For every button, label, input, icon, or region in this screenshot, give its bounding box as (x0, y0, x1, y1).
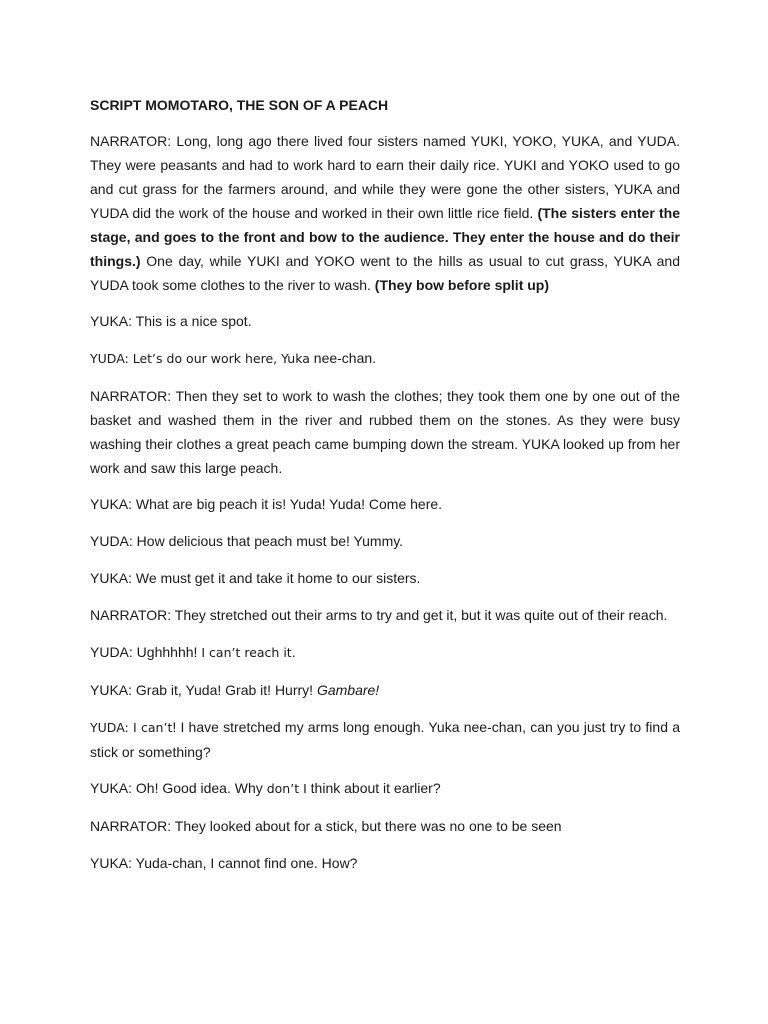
line-text: They stretched out their arms to try and get it, but it was quite out of their reach. (171, 607, 668, 623)
speaker-label: YUKA: (90, 570, 133, 586)
line-text: They looked about for a stick, but there was no one to be seen (171, 818, 562, 834)
script-title: SCRIPT MOMOTARO, THE SON OF A PEACH (90, 97, 389, 113)
dialogue-line (90, 640, 680, 665)
dialogue-line (90, 776, 680, 801)
speaker-label: YUDA: (90, 644, 133, 660)
speaker-label: YUKA: (90, 496, 133, 512)
dialogue-line (90, 566, 680, 590)
line-text: think about it earlier? (306, 780, 441, 796)
narrator-paragraph-1 (90, 129, 680, 297)
narration-text: Long, long ago there lived four sisters named YUKI, YOKO, YUKA, and YUDA. They were peasants and had to work hard to earn their daily rice. YUKI and YOKO used to go and cut grass for the farmers around, and while they were gone the other sisters, YUKA and YUDA did the work of the house and worked in their own little rice field. (90, 133, 680, 221)
line-text: We must get it and take it home to our sisters. (132, 570, 421, 586)
dialogue-line (90, 492, 680, 516)
speaker-label: YUKA: (90, 780, 133, 796)
script-page (90, 93, 680, 888)
dialogue-line (90, 346, 680, 371)
narrator-paragraph-2 (90, 384, 680, 480)
line-text: Ughhhhh! (132, 644, 198, 660)
dialogue-line (90, 678, 680, 702)
line-text: What are big peach it is! Yuda! Yuda! Come here. (132, 496, 443, 512)
speaker-label: YUDA: I can’t (90, 720, 173, 735)
dialogue-line (90, 529, 680, 553)
speaker-label: YUDA: (90, 351, 129, 366)
speaker-label: YUDA: (90, 533, 133, 549)
line-text: don’t I (262, 781, 307, 796)
stage-direction: (They bow before split up) (374, 277, 550, 293)
speaker-label: NARRATOR: (90, 607, 172, 623)
speaker-label: NARRATOR: (90, 818, 172, 834)
line-text: How delicious that peach must be! Yummy. (132, 533, 404, 549)
stage-direction: (The sisters enter the stage, and goes to the front and bow to the audience. They enter the house and do their things.) (90, 205, 680, 269)
dialogue-line (90, 603, 680, 627)
dialogue-line (90, 309, 680, 333)
speaker-label: YUKA: (90, 855, 133, 871)
line-text: ! I have stretched my arms long enough. Yuka nee-chan, can you just try to find a stick or something? (90, 719, 680, 760)
dialogue-line (90, 715, 680, 764)
narration-text: One day, while YUKI and YOKO went to the hills as usual to cut grass, YUKA and YUDA took some clothes to the river to wash. (90, 253, 680, 293)
line-text: This is a nice spot. (132, 313, 252, 329)
line-text-italic: Gambare! (316, 682, 380, 698)
narration-text: Then they set to work to wash the clothes; they took them one by one out of the basket and washed them in the river and rubbed them on the stones. As they were busy washing their clothes a great peach came bumping down the stream. YUKA looked up from her work and saw this large peach. (90, 388, 680, 476)
speaker-label: YUKA: (90, 682, 133, 698)
line-text: Yuda-chan, I cannot find one. How? (132, 855, 358, 871)
line-text: nee-chan. (309, 350, 377, 366)
line-text: Oh! Good idea. Why (132, 780, 263, 796)
line-text: I can’t reach it. (197, 645, 296, 660)
line-text: Let’s do our work here, Yuka (128, 351, 310, 366)
line-text: Grab it, Yuda! Grab it! Hurry! (132, 682, 317, 698)
speaker-label: NARRATOR: (90, 133, 172, 149)
dialogue-line (90, 851, 680, 875)
speaker-label: NARRATOR: (90, 388, 172, 404)
speaker-label: YUKA: (90, 313, 133, 329)
dialogue-line (90, 814, 680, 838)
